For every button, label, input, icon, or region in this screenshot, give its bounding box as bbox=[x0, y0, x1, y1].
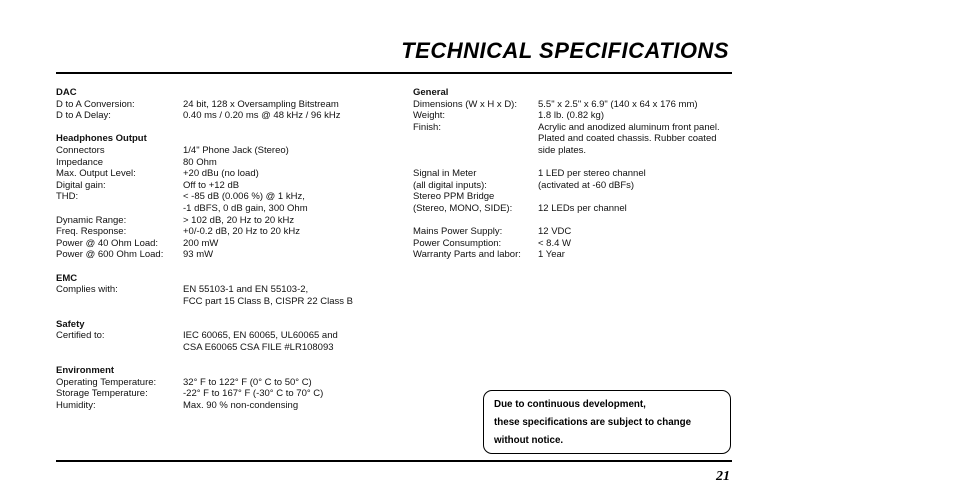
spec-value-line: EN 55103-1 and EN 55103-2, bbox=[183, 284, 309, 296]
spec-value-line: side plates. bbox=[538, 144, 587, 156]
spec-value-line: 1.8 lb. (0.82 kg) bbox=[538, 110, 605, 122]
spec-row bbox=[413, 191, 733, 203]
spec-value bbox=[538, 226, 733, 238]
spec-row bbox=[413, 122, 733, 157]
spec-label: Power @ 600 Ohm Load: bbox=[56, 249, 164, 261]
spec-value-line: 93 mW bbox=[183, 249, 214, 261]
spec-value-line: 12 VDC bbox=[538, 226, 572, 238]
right-spec-column bbox=[413, 87, 733, 273]
spec-value-line: 80 Ohm bbox=[183, 156, 217, 168]
spec-value bbox=[183, 168, 396, 180]
spec-label: Power Consumption: bbox=[413, 237, 502, 249]
spec-value-line: CSA E60065 CSA FILE #LR108093 bbox=[183, 342, 334, 354]
spec-section bbox=[56, 319, 396, 354]
spec-value bbox=[183, 226, 396, 238]
spec-row bbox=[56, 145, 396, 157]
spec-value-line: Off to +12 dB bbox=[183, 179, 240, 191]
spec-value bbox=[183, 157, 396, 169]
bottom-rule bbox=[56, 460, 732, 462]
spec-row bbox=[56, 226, 396, 238]
spec-value-line: 1/4" Phone Jack (Stereo) bbox=[183, 144, 289, 156]
spec-label: Impedance bbox=[56, 156, 104, 168]
section-title: Environment bbox=[56, 365, 115, 377]
spec-label: Certified to: bbox=[56, 330, 105, 342]
spec-value bbox=[183, 330, 396, 353]
notice-box bbox=[483, 390, 731, 454]
spec-label: Humidity: bbox=[56, 400, 96, 412]
spec-row bbox=[56, 330, 396, 353]
spec-row bbox=[56, 180, 396, 192]
spec-value-line: +20 dBu (no load) bbox=[183, 168, 259, 180]
spec-row bbox=[413, 203, 733, 215]
spec-section bbox=[413, 168, 733, 214]
spec-value-line: IEC 60065, EN 60065, UL60065 and bbox=[183, 330, 338, 342]
spec-value-line: Plated and coated chassis. Rubber coated bbox=[538, 133, 717, 145]
spec-value-line: < 8.4 W bbox=[538, 237, 571, 249]
spec-row bbox=[56, 110, 396, 122]
spec-section bbox=[56, 365, 396, 411]
top-rule bbox=[56, 72, 732, 74]
section-title: Safety bbox=[56, 318, 85, 330]
spec-label: D to A Conversion: bbox=[56, 98, 135, 110]
spec-value bbox=[538, 238, 733, 250]
spec-row bbox=[56, 400, 396, 412]
spec-value-line: +0/-0.2 dB, 20 Hz to 20 kHz bbox=[183, 226, 300, 238]
spec-row bbox=[56, 215, 396, 227]
page-number: 21 bbox=[716, 469, 730, 484]
spec-label: Mains Power Supply: bbox=[413, 226, 503, 238]
spec-row bbox=[413, 110, 733, 122]
spec-label: Weight: bbox=[413, 110, 446, 122]
spec-value bbox=[538, 180, 733, 192]
spec-section bbox=[56, 87, 396, 122]
spec-row bbox=[56, 284, 396, 307]
spec-label: Digital gain: bbox=[56, 179, 106, 191]
spec-value-line bbox=[538, 191, 733, 203]
spec-value bbox=[183, 284, 396, 307]
spec-value-line: (activated at -60 dBFs) bbox=[538, 179, 635, 191]
spec-label: Finish: bbox=[413, 121, 441, 133]
spec-row bbox=[56, 99, 396, 111]
spec-value-line: 12 LEDs per channel bbox=[538, 202, 627, 214]
spec-row bbox=[56, 238, 396, 250]
spec-value bbox=[183, 400, 396, 412]
spec-label: (Stereo, MONO, SIDE): bbox=[413, 202, 513, 214]
page-title: TECHNICAL SPECIFICATIONS bbox=[401, 38, 729, 63]
spec-row bbox=[56, 249, 396, 261]
spec-value bbox=[183, 215, 396, 227]
spec-row bbox=[56, 191, 396, 214]
spec-value bbox=[538, 110, 733, 122]
spec-row bbox=[413, 226, 733, 238]
spec-label: Operating Temperature: bbox=[56, 376, 157, 388]
spec-row bbox=[413, 180, 733, 192]
spec-value bbox=[538, 203, 733, 215]
spec-row bbox=[413, 99, 733, 111]
spec-value-line: FCC part 15 Class B, CISPR 22 Class B bbox=[183, 295, 353, 307]
spec-label: D to A Delay: bbox=[56, 110, 111, 122]
spec-value-line: 1 LED per stereo channel bbox=[538, 168, 646, 180]
spec-label: Warranty Parts and labor: bbox=[413, 249, 521, 261]
spec-value bbox=[183, 377, 396, 389]
spec-value-line: 200 mW bbox=[183, 237, 219, 249]
spec-row bbox=[56, 157, 396, 169]
spec-section bbox=[413, 87, 733, 157]
spec-row bbox=[56, 168, 396, 180]
spec-value-line: -1 dBFS, 0 dB gain, 300 Ohm bbox=[183, 202, 308, 214]
left-spec-column bbox=[56, 87, 396, 423]
spec-value bbox=[538, 99, 733, 111]
spec-label: Power @ 40 Ohm Load: bbox=[56, 237, 159, 249]
spec-value-line: < -85 dB (0.006 %) @ 1 kHz, bbox=[183, 191, 305, 203]
spec-value bbox=[183, 110, 396, 122]
spec-value-line: -22° F to 167° F (-30° C to 70° C) bbox=[183, 388, 324, 400]
spec-row bbox=[413, 168, 733, 180]
spec-section bbox=[56, 273, 396, 308]
spec-row bbox=[56, 377, 396, 389]
notice-line: these specifications are subject to change bbox=[494, 417, 692, 428]
spec-value bbox=[183, 249, 396, 261]
section-title: EMC bbox=[56, 272, 78, 284]
spec-label: (all digital inputs): bbox=[413, 179, 487, 191]
spec-section bbox=[56, 133, 396, 261]
section-title: DAC bbox=[56, 87, 77, 98]
spec-value bbox=[183, 180, 396, 192]
spec-label: Freq. Response: bbox=[56, 226, 127, 238]
notice-line: Due to continuous development, bbox=[494, 399, 646, 410]
spec-row bbox=[413, 249, 733, 261]
spec-label: THD: bbox=[56, 191, 79, 203]
spec-value-line: 32° F to 122° F (0° C to 50° C) bbox=[183, 376, 312, 388]
spec-value-line: 5.5" x 2.5" x 6.9" (140 x 64 x 176 mm) bbox=[538, 98, 698, 110]
spec-value bbox=[183, 145, 396, 157]
spec-value bbox=[183, 238, 396, 250]
section-title: General bbox=[413, 87, 449, 98]
spec-label: Connectors bbox=[56, 144, 105, 156]
spec-label: Max. Output Level: bbox=[56, 168, 136, 180]
spec-value-line: Acrylic and anodized aluminum front panel. bbox=[538, 121, 720, 133]
spec-section bbox=[413, 226, 733, 261]
spec-label: Storage Temperature: bbox=[56, 388, 148, 400]
spec-value bbox=[538, 191, 733, 203]
spec-label: Dynamic Range: bbox=[56, 214, 127, 226]
spec-row bbox=[56, 388, 396, 400]
spec-label: Signal in Meter bbox=[413, 168, 477, 180]
spec-label: Stereo PPM Bridge bbox=[413, 191, 495, 203]
spec-value-line: 24 bit, 128 x Oversampling Bitstream bbox=[183, 98, 339, 110]
spec-label: Complies with: bbox=[56, 284, 118, 296]
spec-value bbox=[538, 168, 733, 180]
spec-value bbox=[538, 249, 733, 261]
spec-value bbox=[538, 122, 733, 157]
section-title: Headphones Output bbox=[56, 133, 147, 145]
spec-value bbox=[183, 99, 396, 111]
spec-label: Dimensions (W x H x D): bbox=[413, 98, 517, 110]
spec-row bbox=[413, 238, 733, 250]
spec-value-line: > 102 dB, 20 Hz to 20 kHz bbox=[183, 214, 295, 226]
notice-line: without notice. bbox=[494, 435, 564, 446]
spec-value-line: Max. 90 % non-condensing bbox=[183, 400, 299, 412]
spec-value bbox=[183, 191, 396, 214]
spec-value-line: 1 Year bbox=[538, 249, 565, 261]
spec-value bbox=[183, 388, 396, 400]
spec-value-line: 0.40 ms / 0.20 ms @ 48 kHz / 96 kHz bbox=[183, 110, 341, 122]
